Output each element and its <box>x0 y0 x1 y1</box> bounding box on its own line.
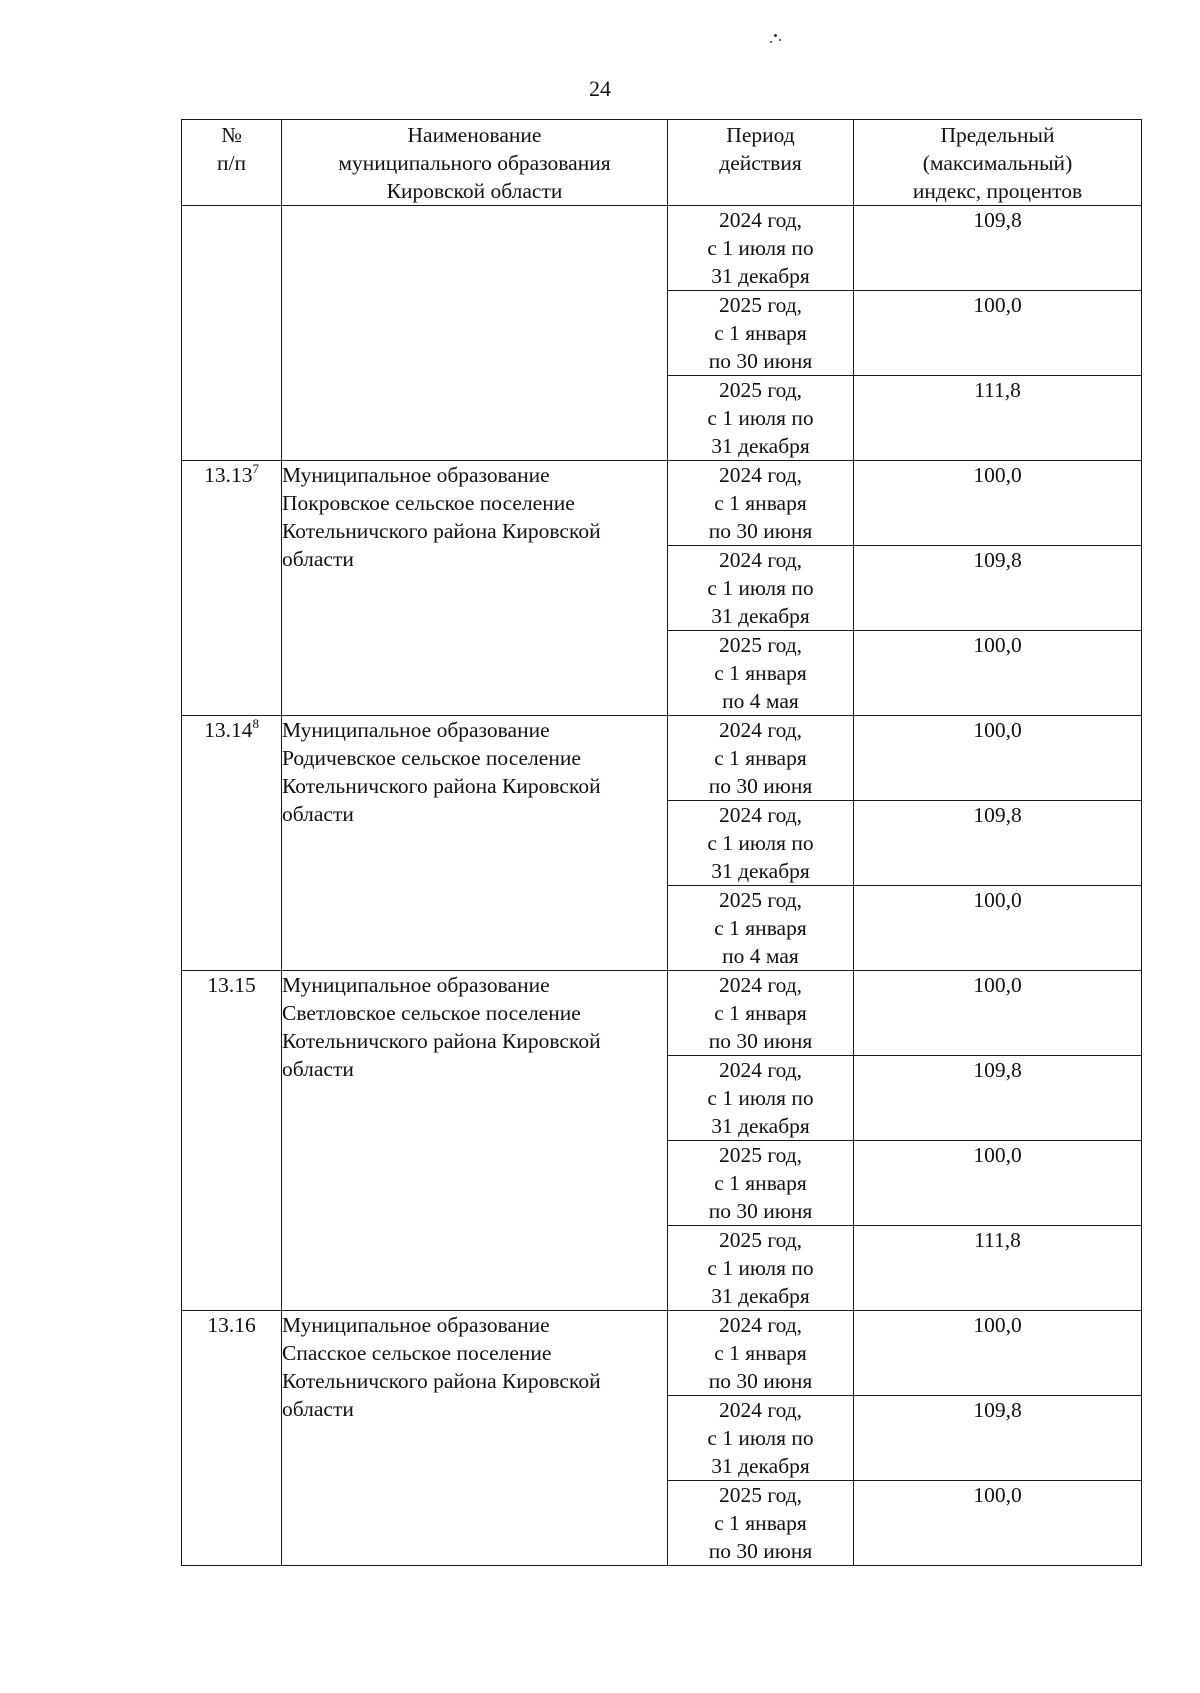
table-header-row <box>182 120 1142 206</box>
index-value-cell: 100,0 <box>854 1141 1142 1226</box>
period-cell: 2024 год, с 1 января по 30 июня <box>668 1311 854 1396</box>
header-period: Период действия <box>668 120 854 206</box>
municipality-name: Муниципальное образование Спасское сельское поселение Котельничского района Кировской области <box>282 1311 668 1566</box>
period-cell: 2025 год, с 1 января по 30 июня <box>668 1141 854 1226</box>
index-value-cell: 100,0 <box>854 716 1142 801</box>
period-cell: 2025 год, с 1 января по 30 июня <box>668 1481 854 1566</box>
row-number <box>182 461 282 716</box>
header-index: Предельный (максимальный) индекс, процентов <box>854 120 1142 206</box>
period-cell: 2024 год, с 1 января по 30 июня <box>668 461 854 546</box>
table-row <box>182 461 1142 546</box>
table-row <box>182 1311 1142 1396</box>
row-number-text: 13.13 <box>204 463 253 487</box>
index-value-cell: 109,8 <box>854 1396 1142 1481</box>
index-value-cell: 100,0 <box>854 886 1142 971</box>
period-cell: 2024 год, с 1 июля по 31 декабря <box>668 801 854 886</box>
index-value-cell: 100,0 <box>854 1311 1142 1396</box>
index-value-cell: 111,8 <box>854 1226 1142 1311</box>
header-name: Наименование муниципального образования Кировской области <box>282 120 668 206</box>
scan-speck <box>770 41 772 43</box>
index-value-cell: 111,8 <box>854 376 1142 461</box>
row-number-text: 13.15 <box>207 973 256 997</box>
period-cell: 2025 год, с 1 января по 4 мая <box>668 631 854 716</box>
footnote-mark: 8 <box>252 716 259 731</box>
index-value-cell: 100,0 <box>854 631 1142 716</box>
index-value-cell: 109,8 <box>854 1056 1142 1141</box>
index-value-cell: 109,8 <box>854 801 1142 886</box>
table-body <box>182 206 1142 1566</box>
index-value-cell: 100,0 <box>854 291 1142 376</box>
header-num: № п/п <box>182 120 282 206</box>
row-number-text: 13.16 <box>207 1313 256 1337</box>
index-value-cell: 100,0 <box>854 1481 1142 1566</box>
table-row <box>182 716 1142 801</box>
tariff-index-table <box>181 119 1142 1566</box>
period-cell: 2025 год, с 1 июля по 31 декабря <box>668 1226 854 1311</box>
page-number: 24 <box>589 76 611 101</box>
municipality-name: Муниципальное образование Родичевское сельское поселение Котельничского района Кировской области <box>282 716 668 971</box>
municipality-name: Муниципальное образование Светловское сельское поселение Котельничского района Кировской области <box>282 971 668 1311</box>
row-number <box>182 206 282 461</box>
row-number <box>182 971 282 1311</box>
row-number <box>182 1311 282 1566</box>
index-value-cell: 109,8 <box>854 546 1142 631</box>
period-cell: 2024 год, с 1 января по 30 июня <box>668 716 854 801</box>
row-number <box>182 716 282 971</box>
period-cell: 2025 год, с 1 января по 4 мая <box>668 886 854 971</box>
period-cell: 2024 год, с 1 июля по 31 декабря <box>668 546 854 631</box>
index-value-cell: 100,0 <box>854 971 1142 1056</box>
table-row <box>182 206 1142 291</box>
scan-speck <box>774 34 777 37</box>
municipality-name: Муниципальное образование Покровское сельское поселение Котельничского района Кировской области <box>282 461 668 716</box>
scan-speck <box>779 39 781 41</box>
period-cell: 2025 год, с 1 июля по 31 декабря <box>668 376 854 461</box>
row-number-text: 13.14 <box>204 718 253 742</box>
table-row <box>182 971 1142 1056</box>
index-value-cell: 100,0 <box>854 461 1142 546</box>
period-cell: 2024 год, с 1 июля по 31 декабря <box>668 206 854 291</box>
municipality-name <box>282 206 668 461</box>
period-cell: 2024 год, с 1 июля по 31 декабря <box>668 1396 854 1481</box>
period-cell: 2024 год, с 1 января по 30 июня <box>668 971 854 1056</box>
index-value-cell: 109,8 <box>854 206 1142 291</box>
footnote-mark: 7 <box>252 461 259 476</box>
period-cell: 2025 год, с 1 января по 30 июня <box>668 291 854 376</box>
period-cell: 2024 год, с 1 июля по 31 декабря <box>668 1056 854 1141</box>
